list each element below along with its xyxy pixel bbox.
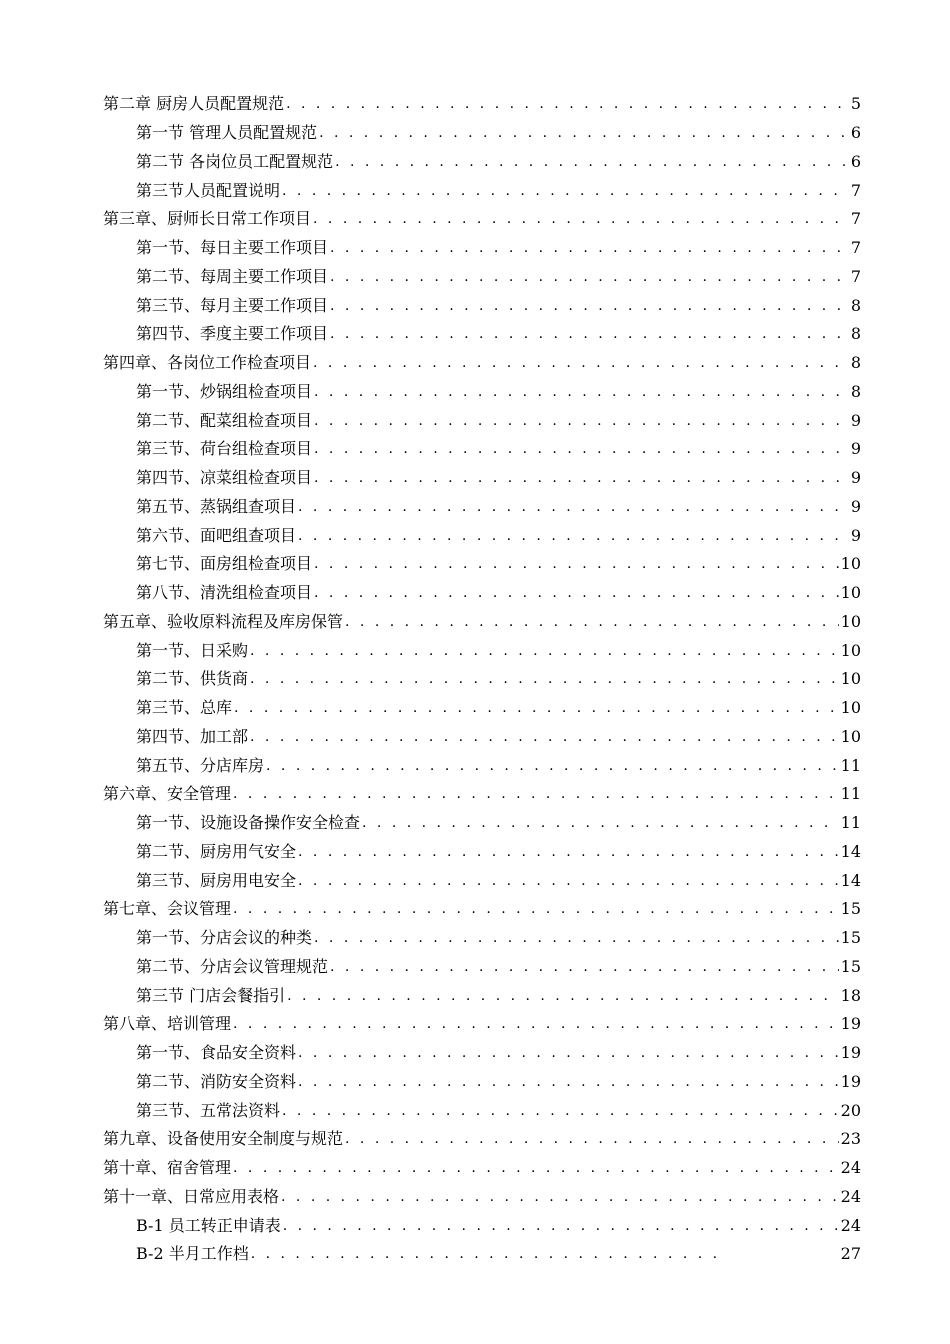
toc-section-entry[interactable] — [103, 953, 861, 982]
toc-page-number: 9 — [850, 496, 861, 516]
toc-section-entry[interactable] — [103, 694, 861, 723]
toc-section-entry[interactable] — [103, 981, 861, 1010]
toc-dot-leader — [362, 813, 839, 833]
toc-page-number: 9 — [850, 410, 861, 430]
toc-section-entry[interactable] — [103, 234, 861, 263]
toc-entry-title: 第十章、宿舍管理 — [103, 1158, 232, 1178]
toc-dot-leader — [330, 267, 849, 287]
toc-page-number: 23 — [840, 1129, 861, 1149]
toc-dot-leader — [233, 1014, 839, 1034]
toc-section-entry[interactable] — [103, 665, 861, 694]
toc-chapter-entry[interactable] — [103, 780, 861, 809]
toc-entry-title: 第一节、分店会议的种类 — [136, 928, 313, 948]
toc-entry-title: 第三节人员配置说明 — [136, 180, 281, 200]
toc-page-number: 19 — [840, 1043, 861, 1063]
toc-entry-title: 第三章、厨师长日常工作项目 — [103, 209, 312, 229]
toc-dot-leader — [313, 209, 849, 229]
toc-page-number: 15 — [840, 899, 861, 919]
toc-page-number: 10 — [840, 640, 861, 660]
toc-entry-title: 第二节、每周主要工作项目 — [136, 266, 329, 286]
toc-section-entry[interactable] — [103, 579, 861, 608]
toc-entry-title: 第二节、配菜组检查项目 — [136, 410, 313, 430]
table-of-contents — [103, 90, 861, 1269]
toc-dot-leader — [298, 1043, 839, 1063]
toc-section-entry[interactable] — [103, 320, 861, 349]
toc-dot-leader — [314, 439, 849, 459]
toc-entry-title: 第二节、厨房用气安全 — [136, 841, 297, 861]
toc-page-number: 10 — [840, 698, 861, 718]
toc-entry-title: 第一节、每日主要工作项目 — [136, 238, 329, 258]
toc-section-entry[interactable] — [103, 1211, 861, 1240]
toc-page-number: 7 — [850, 238, 861, 258]
toc-entry-title: B-1 员工转正申请表 — [136, 1215, 281, 1235]
toc-entry-title: 第五节、蒸锅组查项目 — [136, 496, 297, 516]
toc-page-number: 6 — [850, 151, 861, 171]
toc-entry-title: 第五章、验收原料流程及库房保管 — [103, 611, 344, 631]
toc-dot-leader — [330, 324, 849, 344]
toc-entry-title: 第九章、设备使用安全制度与规范 — [103, 1129, 344, 1149]
toc-page-number: 11 — [840, 813, 861, 833]
toc-section-entry[interactable] — [103, 176, 861, 205]
toc-section-entry[interactable] — [103, 751, 861, 780]
toc-entry-title: 第七节、面房组检查项目 — [136, 554, 313, 574]
toc-dot-leader — [298, 526, 849, 546]
toc-page-number: 11 — [840, 755, 861, 775]
toc-chapter-entry[interactable] — [103, 608, 861, 637]
toc-section-entry[interactable] — [103, 521, 861, 550]
toc-dot-leader — [345, 1129, 839, 1149]
toc-page-number: 9 — [850, 525, 861, 545]
toc-page-number: 11 — [840, 784, 861, 804]
toc-page-number: 8 — [850, 324, 861, 344]
toc-section-entry[interactable] — [103, 291, 861, 320]
toc-page-number: 14 — [840, 870, 861, 890]
toc-entry-title: 第一节 管理人员配置规范 — [136, 123, 318, 143]
toc-entry-title: 第一节、食品安全资料 — [136, 1043, 297, 1063]
toc-entry-title: 第四节、凉菜组检查项目 — [136, 468, 313, 488]
toc-page-number: 24 — [840, 1186, 861, 1206]
toc-entry-title: 第三节、厨房用电安全 — [136, 870, 297, 890]
toc-page-number: 9 — [850, 468, 861, 488]
toc-entry-title: 第一节、设施设备操作安全检查 — [136, 813, 361, 833]
toc-section-entry[interactable] — [103, 119, 861, 148]
toc-page-number: 6 — [850, 123, 861, 143]
toc-dot-leader — [298, 871, 839, 891]
toc-page-number: 10 — [840, 669, 861, 689]
toc-chapter-entry[interactable] — [103, 1183, 861, 1212]
toc-section-entry[interactable] — [103, 1240, 861, 1269]
toc-page-number: 19 — [840, 1014, 861, 1034]
toc-dot-leader — [314, 468, 849, 488]
toc-page-number: 10 — [840, 554, 861, 574]
toc-page-number: 9 — [850, 439, 861, 459]
toc-entry-title: 第二节、供货商 — [136, 669, 249, 689]
toc-section-entry[interactable] — [103, 263, 861, 292]
toc-entry-title: 第四节、季度主要工作项目 — [136, 324, 329, 344]
toc-entry-title: 第一节、炒锅组检查项目 — [136, 381, 313, 401]
toc-section-entry[interactable] — [103, 1068, 861, 1097]
toc-dot-leader — [233, 784, 839, 804]
toc-entry-title: 第十一章、日常应用表格 — [103, 1186, 280, 1206]
toc-chapter-entry[interactable] — [103, 205, 861, 234]
toc-page-number: 27 — [840, 1244, 861, 1264]
toc-dot-leader — [319, 123, 849, 143]
toc-dot-leader — [335, 152, 849, 172]
toc-page-number: 18 — [840, 985, 861, 1005]
toc-dot-leader — [298, 842, 839, 862]
toc-dot-leader — [283, 1216, 839, 1236]
toc-entry-title: 第五节、分店库房 — [136, 755, 265, 775]
toc-page-number: 5 — [850, 94, 861, 114]
toc-dot-leader — [314, 411, 849, 431]
toc-dot-leader — [314, 554, 839, 574]
toc-section-entry[interactable] — [103, 723, 861, 752]
toc-entry-title: 第二节 各岗位员工配置规范 — [136, 151, 334, 171]
toc-dot-leader — [314, 583, 839, 603]
toc-entry-title: 第三节、五常法资料 — [136, 1100, 281, 1120]
toc-page-number: 10 — [840, 611, 861, 631]
toc-section-entry[interactable] — [103, 1039, 861, 1068]
toc-section-entry[interactable] — [103, 838, 861, 867]
toc-dot-leader — [233, 1158, 839, 1178]
toc-chapter-entry[interactable] — [103, 349, 861, 378]
toc-dot-leader — [250, 669, 839, 689]
toc-section-entry[interactable] — [103, 148, 861, 177]
toc-dot-leader — [330, 957, 839, 977]
toc-section-entry[interactable] — [103, 378, 861, 407]
toc-section-entry[interactable] — [103, 924, 861, 953]
toc-entry-title: 第六节、面吧组查项目 — [136, 525, 297, 545]
toc-dot-leader — [251, 1244, 716, 1264]
toc-entry-title: 第六章、安全管理 — [103, 784, 232, 804]
toc-entry-title: 第二节、消防安全资料 — [136, 1071, 297, 1091]
toc-section-entry[interactable] — [103, 636, 861, 665]
toc-dot-leader — [298, 497, 849, 517]
toc-page-number: 7 — [850, 209, 861, 229]
toc-chapter-entry[interactable] — [103, 895, 861, 924]
toc-page-number: 7 — [850, 266, 861, 286]
toc-entry-title: 第八章、培训管理 — [103, 1014, 232, 1034]
toc-section-entry[interactable] — [103, 809, 861, 838]
toc-section-entry[interactable] — [103, 464, 861, 493]
toc-dot-leader — [282, 181, 849, 201]
toc-page-number: 10 — [840, 583, 861, 603]
toc-dot-leader — [250, 727, 839, 747]
toc-dot-leader — [286, 94, 849, 114]
toc-dot-leader — [281, 1187, 839, 1207]
toc-section-entry[interactable] — [103, 435, 861, 464]
toc-entry-title: 第三节、总库 — [136, 698, 233, 718]
toc-dot-leader — [282, 1101, 839, 1121]
toc-entry-title: 第二章 厨房人员配置规范 — [103, 94, 285, 114]
toc-page-number: 20 — [840, 1100, 861, 1120]
toc-dot-leader — [234, 698, 839, 718]
toc-dot-leader — [287, 986, 839, 1006]
toc-chapter-entry[interactable] — [103, 1154, 861, 1183]
toc-dot-leader — [314, 382, 849, 402]
toc-page-number: 8 — [850, 295, 861, 315]
toc-page-number: 14 — [840, 841, 861, 861]
toc-entry-title: B-2 半月工作档 — [136, 1244, 249, 1264]
toc-page-number: 10 — [840, 726, 861, 746]
toc-dot-leader — [298, 1072, 839, 1092]
toc-page-number: 15 — [840, 956, 861, 976]
toc-page-number: 7 — [850, 180, 861, 200]
toc-dot-leader — [314, 928, 839, 948]
toc-section-entry[interactable] — [103, 866, 861, 895]
toc-section-entry[interactable] — [103, 406, 861, 435]
toc-entry-title: 第三节、荷台组检查项目 — [136, 439, 313, 459]
toc-page-number: 19 — [840, 1071, 861, 1091]
toc-dot-leader — [266, 756, 839, 776]
toc-chapter-entry[interactable] — [103, 1125, 861, 1154]
toc-section-entry[interactable] — [103, 1096, 861, 1125]
toc-chapter-entry[interactable] — [103, 1010, 861, 1039]
toc-page-number: 15 — [840, 928, 861, 948]
toc-entry-title: 第一节、日采购 — [136, 640, 249, 660]
toc-page-number: 24 — [840, 1215, 861, 1235]
toc-section-entry[interactable] — [103, 493, 861, 522]
toc-entry-title: 第四节、加工部 — [136, 726, 249, 746]
toc-entry-title: 第四章、各岗位工作检查项目 — [103, 353, 312, 373]
toc-entry-title: 第二节、分店会议管理规范 — [136, 956, 329, 976]
toc-page-number: 24 — [840, 1158, 861, 1178]
toc-entry-title: 第八节、清洗组检查项目 — [136, 583, 313, 603]
toc-dot-leader — [330, 296, 849, 316]
toc-entry-title: 第七章、会议管理 — [103, 899, 232, 919]
toc-dot-leader — [250, 641, 839, 661]
toc-dot-leader — [330, 238, 849, 258]
toc-page-number: 8 — [850, 353, 861, 373]
toc-section-entry[interactable] — [103, 550, 861, 579]
toc-dot-leader — [233, 899, 839, 919]
toc-dot-leader — [313, 353, 849, 373]
toc-page-number: 8 — [850, 381, 861, 401]
toc-chapter-entry[interactable] — [103, 90, 861, 119]
toc-entry-title: 第三节 门店会餐指引 — [136, 985, 286, 1005]
toc-entry-title: 第三节、每月主要工作项目 — [136, 295, 329, 315]
toc-dot-leader — [345, 612, 839, 632]
